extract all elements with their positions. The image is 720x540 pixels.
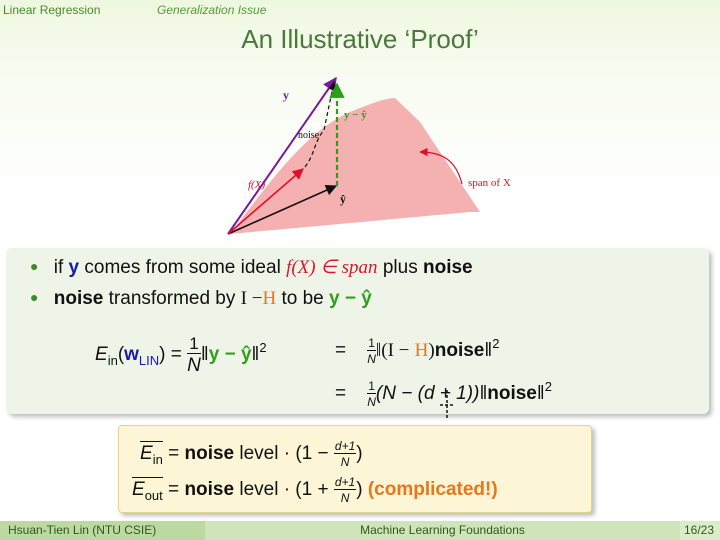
b2-mid: transformed by [108, 288, 236, 309]
b1-plus: plus [382, 257, 418, 278]
slide-title: An Illustrative ‘Proof’ [241, 24, 479, 54]
b2-hat-matrix: H [262, 288, 277, 309]
footer-bar [0, 521, 720, 540]
complicated-note: (complicated!) [367, 479, 498, 501]
y-label: y [283, 88, 289, 102]
bullet-2 [30, 288, 372, 310]
w-lin: w [124, 344, 139, 366]
b2-tobe: to be [281, 288, 324, 309]
eout-bar-line: $E_{out}$ = noise level · (1 + $\frac{d+1}{N}$ ) (complicated!) [132, 475, 498, 505]
span-label: span of X [468, 177, 511, 189]
bullet-marker: ● [30, 258, 39, 274]
b1-noise: noise [422, 257, 473, 278]
ein-bar-line: $E_{in}$ = noise level · (1 − $\frac{d+1}{N}$ ) [140, 439, 363, 469]
footer-course: Machine Learning Foundations [205, 521, 680, 540]
subsection-link[interactable]: Generalization Issue [157, 3, 267, 17]
footer-author: Hsuan-Tien Lin (NTU CSIE) [0, 521, 205, 540]
text-cursor-icon [440, 390, 454, 420]
equation-row-1: = $\frac{1}{N}$ ‖(I − H)noise‖$^2$ [335, 336, 500, 366]
yhat-label: ŷ [340, 192, 346, 206]
b2-noise: noise [53, 288, 104, 309]
b1-fx-span: f(X) ∈ span [286, 257, 378, 278]
eq-residual: y − ŷ [208, 344, 252, 366]
y-minus-yhat-label: y − ŷ [344, 109, 367, 121]
b1-pre: if [53, 257, 64, 278]
ein-e: E [95, 344, 108, 366]
noise-label: noise [298, 130, 320, 141]
footer-page: 16/23 [680, 521, 720, 540]
bullet-marker: ● [30, 289, 39, 305]
section-link[interactable]: Linear Regression [3, 3, 101, 17]
b1-y: y [68, 257, 80, 278]
fraction-1-over-n: $\frac{1}{N}$ [187, 334, 201, 376]
b1-mid: comes from some ideal [84, 257, 281, 278]
ein-sub: in [107, 353, 118, 369]
fx-label: f(X) [248, 179, 266, 191]
ein-equation-lhs: $E_{in}(w_{LIN})$ = $\frac{1}{N}$ ‖y − ŷ‖$^2$ [95, 334, 267, 376]
b2-identity: I − [240, 288, 263, 309]
projection-figure [220, 72, 540, 242]
top-navigation-bar [0, 0, 720, 20]
equation-row-2: = $\frac{1}{N}$ (N − (d + 1))‖noise‖$^2$ [335, 379, 552, 409]
b2-residual: y − ŷ [329, 288, 372, 309]
bullet-1 [30, 256, 473, 279]
